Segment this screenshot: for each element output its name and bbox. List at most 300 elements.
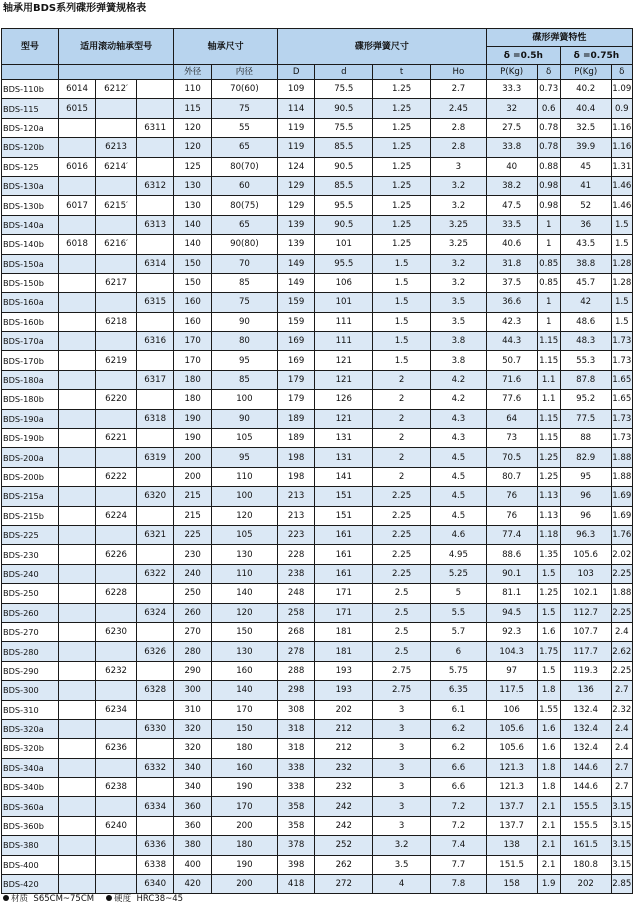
header-bearing-size: 轴承尺寸 [174, 29, 277, 65]
cell-bearing-c: 6326 [136, 642, 174, 661]
cell-d: 75.5 [315, 80, 373, 99]
cell-outer-dia: 160 [174, 293, 212, 312]
cell-bearing-a: 6015 [58, 99, 96, 118]
cell-bearing-a [58, 525, 96, 544]
cell-bearing-a [58, 739, 96, 758]
cell-model: BDS-140a [2, 215, 59, 234]
cell-inner-dia: 170 [211, 700, 277, 719]
cell-delta2: 1.88 [611, 467, 632, 486]
cell-bearing-a [58, 545, 96, 564]
cell-bearing-c: 6311 [136, 118, 174, 137]
cell-bearing-a [58, 564, 96, 583]
cell-delta2: 1.88 [611, 584, 632, 603]
cell-inner-dia: 65 [211, 138, 277, 157]
cell-Ho: 4.95 [431, 545, 487, 564]
cell-t: 3 [373, 739, 431, 758]
cell-P1: 31.8 [486, 254, 537, 273]
cell-Ho: 2.7 [431, 80, 487, 99]
cell-model: BDS-290 [2, 661, 59, 680]
cell-P1: 50.7 [486, 351, 537, 370]
cell-D: 228 [277, 545, 315, 564]
cell-bearing-b: 6221 [96, 429, 137, 448]
cell-delta1: 1 [537, 312, 560, 331]
cell-bearing-b [96, 293, 137, 312]
cell-inner-dia: 55 [211, 118, 277, 137]
cell-delta2: 3.15 [611, 855, 632, 874]
cell-P2: 87.8 [560, 370, 611, 389]
cell-P2: 102.1 [560, 584, 611, 603]
cell-delta2: 2.25 [611, 564, 632, 583]
cell-bearing-b [96, 855, 137, 874]
cell-bearing-c: 6315 [136, 293, 174, 312]
cell-t: 2 [373, 390, 431, 409]
table-row [2, 816, 633, 835]
cell-bearing-a [58, 719, 96, 738]
cell-delta1: 1.13 [537, 487, 560, 506]
cell-model: BDS-130a [2, 176, 59, 195]
cell-inner-dia: 75 [211, 99, 277, 118]
cell-d: 272 [315, 875, 373, 894]
cell-P1: 80.7 [486, 467, 537, 486]
cell-delta1: 1.13 [537, 506, 560, 525]
cell-P1: 73 [486, 429, 537, 448]
cell-outer-dia: 320 [174, 739, 212, 758]
cell-P2: 112.7 [560, 603, 611, 622]
material-value: S65CM~75CM [33, 894, 95, 904]
cell-outer-dia: 360 [174, 816, 212, 835]
cell-bearing-c: 6324 [136, 603, 174, 622]
cell-D: 114 [277, 99, 315, 118]
cell-bearing-c [136, 196, 174, 215]
cell-P1: 76 [486, 487, 537, 506]
cell-D: 378 [277, 836, 315, 855]
cell-P1: 64 [486, 409, 537, 428]
cell-Ho: 7.8 [431, 875, 487, 894]
cell-delta1: 1.15 [537, 429, 560, 448]
cell-Ho: 5.5 [431, 603, 487, 622]
cell-delta1: 1.25 [537, 467, 560, 486]
cell-delta2: 2.7 [611, 681, 632, 700]
cell-D: 418 [277, 875, 315, 894]
cell-t: 2.25 [373, 525, 431, 544]
cell-P2: 32.5 [560, 118, 611, 137]
cell-D: 169 [277, 351, 315, 370]
cell-P1: 138 [486, 836, 537, 855]
cell-P2: 155.5 [560, 797, 611, 816]
cell-Ho: 6.1 [431, 700, 487, 719]
cell-D: 308 [277, 700, 315, 719]
cell-P2: 132.4 [560, 719, 611, 738]
table-row [2, 215, 633, 234]
cell-Ho: 4.5 [431, 448, 487, 467]
cell-bearing-b [96, 215, 137, 234]
cell-P2: 144.6 [560, 758, 611, 777]
cell-bearing-c [136, 157, 174, 176]
cell-bearing-a [58, 816, 96, 835]
cell-d: 232 [315, 778, 373, 797]
cell-inner-dia: 100 [211, 487, 277, 506]
cell-Ho: 5.75 [431, 661, 487, 680]
cell-d: 242 [315, 816, 373, 835]
cell-Ho: 3.5 [431, 293, 487, 312]
cell-t: 2.25 [373, 564, 431, 583]
table-row [2, 525, 633, 544]
table-body [2, 80, 633, 894]
cell-bearing-c: 6317 [136, 370, 174, 389]
cell-delta2: 1.5 [611, 215, 632, 234]
cell-D: 398 [277, 855, 315, 874]
cell-delta1: 1.15 [537, 351, 560, 370]
cell-inner-dia: 85 [211, 370, 277, 389]
header-t: t [373, 65, 431, 80]
cell-model: BDS-140b [2, 235, 59, 254]
cell-bearing-c [136, 312, 174, 331]
cell-t: 3 [373, 700, 431, 719]
cell-bearing-b: 6232 [96, 661, 137, 680]
cell-delta2: 2.7 [611, 758, 632, 777]
cell-delta1: 1.18 [537, 525, 560, 544]
cell-model: BDS-380 [2, 836, 59, 855]
cell-P2: 96 [560, 506, 611, 525]
cell-inner-dia: 80 [211, 332, 277, 351]
cell-d: 131 [315, 448, 373, 467]
cell-t: 1.5 [373, 273, 431, 292]
cell-delta2: 1.5 [611, 312, 632, 331]
cell-Ho: 3.2 [431, 176, 487, 195]
cell-bearing-b [96, 409, 137, 428]
cell-bearing-a [58, 836, 96, 855]
cell-Ho: 3.2 [431, 273, 487, 292]
cell-P1: 105.6 [486, 719, 537, 738]
cell-t: 2 [373, 409, 431, 428]
cell-bearing-b: 6228 [96, 584, 137, 603]
cell-P1: 106 [486, 700, 537, 719]
cell-P1: 76 [486, 506, 537, 525]
cell-d: 85.5 [315, 176, 373, 195]
cell-delta1: 1.1 [537, 370, 560, 389]
cell-Ho: 6 [431, 642, 487, 661]
table-row [2, 196, 633, 215]
cell-model: BDS-160b [2, 312, 59, 331]
cell-delta1: 0.88 [537, 157, 560, 176]
cell-bearing-b: 6214′ [96, 157, 137, 176]
cell-bearing-a [58, 661, 96, 680]
table-row [2, 506, 633, 525]
cell-model: BDS-190b [2, 429, 59, 448]
cell-model: BDS-190a [2, 409, 59, 428]
cell-outer-dia: 290 [174, 661, 212, 680]
cell-P1: 71.6 [486, 370, 537, 389]
cell-outer-dia: 380 [174, 836, 212, 855]
cell-d: 262 [315, 855, 373, 874]
cell-D: 278 [277, 642, 315, 661]
cell-d: 232 [315, 758, 373, 777]
cell-d: 171 [315, 603, 373, 622]
cell-Ho: 2.8 [431, 138, 487, 157]
cell-outer-dia: 190 [174, 409, 212, 428]
cell-delta1: 1 [537, 235, 560, 254]
cell-delta2: 1.73 [611, 409, 632, 428]
cell-delta2: 3.15 [611, 816, 632, 835]
cell-bearing-a [58, 603, 96, 622]
table-row [2, 157, 633, 176]
cell-bearing-c [136, 99, 174, 118]
cell-bearing-a [58, 390, 96, 409]
cell-inner-dia: 140 [211, 584, 277, 603]
cell-outer-dia: 150 [174, 254, 212, 273]
cell-delta1: 1 [537, 215, 560, 234]
cell-delta2: 1.46 [611, 196, 632, 215]
cell-bearing-b: 6220 [96, 390, 137, 409]
cell-bearing-b: 6218 [96, 312, 137, 331]
cell-P2: 107.7 [560, 622, 611, 641]
cell-bearing-c [136, 273, 174, 292]
cell-D: 124 [277, 157, 315, 176]
cell-bearing-c [136, 429, 174, 448]
cell-delta2: 2.4 [611, 739, 632, 758]
cell-bearing-a [58, 118, 96, 137]
cell-model: BDS-150a [2, 254, 59, 273]
cell-bearing-b [96, 176, 137, 195]
cell-inner-dia: 90 [211, 312, 277, 331]
cell-model: BDS-180a [2, 370, 59, 389]
cell-bearing-a [58, 429, 96, 448]
hardness-label: 硬度 [114, 894, 132, 904]
cell-P2: 41 [560, 176, 611, 195]
cell-d: 151 [315, 506, 373, 525]
cell-outer-dia: 230 [174, 545, 212, 564]
cell-bearing-a [58, 875, 96, 894]
table-row [2, 564, 633, 583]
cell-bearing-b: 6217 [96, 273, 137, 292]
cell-D: 149 [277, 273, 315, 292]
cell-delta2: 2.32 [611, 700, 632, 719]
cell-d: 90.5 [315, 215, 373, 234]
cell-bearing-c: 6330 [136, 719, 174, 738]
cell-P1: 92.3 [486, 622, 537, 641]
cell-D: 139 [277, 235, 315, 254]
cell-outer-dia: 270 [174, 622, 212, 641]
cell-t: 3 [373, 816, 431, 835]
cell-bearing-c [136, 506, 174, 525]
header-delta-075: δ =0.75h [560, 47, 632, 65]
cell-P2: 43.5 [560, 235, 611, 254]
cell-d: 101 [315, 293, 373, 312]
cell-P1: 94.5 [486, 603, 537, 622]
cell-d: 90.5 [315, 99, 373, 118]
table-row [2, 409, 633, 428]
cell-bearing-b [96, 758, 137, 777]
cell-P1: 40.6 [486, 235, 537, 254]
cell-delta2: 1.28 [611, 273, 632, 292]
cell-outer-dia: 120 [174, 118, 212, 137]
cell-d: 171 [315, 584, 373, 603]
cell-Ho: 3.2 [431, 196, 487, 215]
cell-outer-dia: 300 [174, 681, 212, 700]
cell-Ho: 4.3 [431, 429, 487, 448]
cell-model: BDS-120b [2, 138, 59, 157]
cell-t: 2 [373, 467, 431, 486]
cell-delta1: 2.1 [537, 855, 560, 874]
cell-D: 198 [277, 448, 315, 467]
cell-bearing-a [58, 176, 96, 195]
cell-D: 159 [277, 293, 315, 312]
cell-bearing-c [136, 545, 174, 564]
cell-outer-dia: 180 [174, 370, 212, 389]
cell-delta1: 1.6 [537, 622, 560, 641]
cell-inner-dia: 60 [211, 176, 277, 195]
cell-outer-dia: 140 [174, 235, 212, 254]
cell-bearing-c [136, 467, 174, 486]
cell-P2: 136 [560, 681, 611, 700]
cell-delta1: 1.35 [537, 545, 560, 564]
cell-bearing-b [96, 487, 137, 506]
cell-outer-dia: 110 [174, 80, 212, 99]
cell-D: 119 [277, 138, 315, 157]
cell-D: 119 [277, 118, 315, 137]
cell-outer-dia: 250 [174, 584, 212, 603]
cell-P2: 95.2 [560, 390, 611, 409]
cell-model: BDS-270 [2, 622, 59, 641]
cell-P1: 33.5 [486, 215, 537, 234]
cell-model: BDS-400 [2, 855, 59, 874]
cell-bearing-b: 6222 [96, 467, 137, 486]
cell-delta1: 2.1 [537, 797, 560, 816]
cell-t: 2.5 [373, 622, 431, 641]
cell-bearing-a [58, 622, 96, 641]
cell-t: 3 [373, 719, 431, 738]
cell-inner-dia: 110 [211, 467, 277, 486]
cell-P2: 36 [560, 215, 611, 234]
cell-inner-dia: 160 [211, 758, 277, 777]
cell-t: 1.5 [373, 312, 431, 331]
cell-d: 202 [315, 700, 373, 719]
table-row [2, 138, 633, 157]
cell-bearing-c [136, 235, 174, 254]
cell-delta2: 1.5 [611, 293, 632, 312]
cell-inner-dia: 90 [211, 409, 277, 428]
cell-model: BDS-360b [2, 816, 59, 835]
header-model-sub [2, 65, 59, 80]
cell-Ho: 4.5 [431, 467, 487, 486]
cell-bearing-c [136, 138, 174, 157]
cell-bearing-b: 6212′ [96, 80, 137, 99]
cell-Ho: 6.35 [431, 681, 487, 700]
cell-Ho: 3.25 [431, 235, 487, 254]
header-d: d [315, 65, 373, 80]
cell-bearing-c: 6312 [136, 176, 174, 195]
cell-delta2: 1.09 [611, 80, 632, 99]
header-model: 型号 [2, 29, 59, 65]
footer-notes [3, 893, 183, 905]
cell-d: 85.5 [315, 138, 373, 157]
cell-inner-dia: 150 [211, 622, 277, 641]
cell-bearing-b [96, 448, 137, 467]
cell-outer-dia: 240 [174, 564, 212, 583]
cell-delta1: 1.15 [537, 332, 560, 351]
cell-delta1: 1.5 [537, 564, 560, 583]
cell-inner-dia: 85 [211, 273, 277, 292]
cell-outer-dia: 130 [174, 196, 212, 215]
cell-D: 179 [277, 370, 315, 389]
table-row [2, 584, 633, 603]
cell-model: BDS-180b [2, 390, 59, 409]
cell-d: 121 [315, 351, 373, 370]
cell-d: 212 [315, 739, 373, 758]
cell-outer-dia: 360 [174, 797, 212, 816]
cell-P1: 137.7 [486, 816, 537, 835]
header-bearing-model: 适用滚动轴承型号 [58, 29, 174, 65]
cell-inner-dia: 200 [211, 816, 277, 835]
cell-model: BDS-115 [2, 99, 59, 118]
page-title: 轴承用BDS系列碟形弹簧规格表 [3, 3, 147, 14]
cell-model: BDS-340a [2, 758, 59, 777]
cell-D: 248 [277, 584, 315, 603]
cell-model: BDS-260 [2, 603, 59, 622]
cell-bearing-c: 6313 [136, 215, 174, 234]
cell-d: 151 [315, 487, 373, 506]
cell-P1: 70.5 [486, 448, 537, 467]
cell-P2: 40.2 [560, 80, 611, 99]
cell-bearing-b: 6234 [96, 700, 137, 719]
cell-P1: 42.3 [486, 312, 537, 331]
cell-Ho: 5.25 [431, 564, 487, 583]
cell-bearing-a [58, 293, 96, 312]
cell-d: 101 [315, 235, 373, 254]
cell-D: 238 [277, 564, 315, 583]
cell-bearing-b: 6226 [96, 545, 137, 564]
cell-delta1: 1.75 [537, 642, 560, 661]
cell-model: BDS-360a [2, 797, 59, 816]
cell-t: 2.5 [373, 642, 431, 661]
cell-P2: 132.4 [560, 739, 611, 758]
cell-bearing-c [136, 390, 174, 409]
table-row [2, 293, 633, 312]
cell-t: 1.25 [373, 235, 431, 254]
cell-d: 90.5 [315, 157, 373, 176]
cell-Ho: 3 [431, 157, 487, 176]
table-row [2, 80, 633, 99]
cell-bearing-c: 6320 [136, 487, 174, 506]
cell-P1: 121.3 [486, 758, 537, 777]
cell-D: 129 [277, 196, 315, 215]
cell-d: 161 [315, 564, 373, 583]
cell-d: 161 [315, 545, 373, 564]
cell-delta2: 1.69 [611, 506, 632, 525]
cell-Ho: 3.25 [431, 215, 487, 234]
cell-outer-dia: 420 [174, 875, 212, 894]
cell-inner-dia: 95 [211, 448, 277, 467]
cell-model: BDS-240 [2, 564, 59, 583]
table-row [2, 467, 633, 486]
cell-P1: 137.7 [486, 797, 537, 816]
cell-Ho: 7.2 [431, 816, 487, 835]
header-D: D [277, 65, 315, 80]
cell-P2: 155.5 [560, 816, 611, 835]
cell-delta2: 1.28 [611, 254, 632, 273]
cell-d: 111 [315, 332, 373, 351]
cell-bearing-a [58, 778, 96, 797]
cell-P2: 52 [560, 196, 611, 215]
cell-bearing-b: 6224 [96, 506, 137, 525]
cell-d: 252 [315, 836, 373, 855]
cell-Ho: 3.8 [431, 351, 487, 370]
cell-delta2: 1.16 [611, 138, 632, 157]
cell-d: 111 [315, 312, 373, 331]
cell-bearing-a [58, 700, 96, 719]
cell-bearing-b [96, 719, 137, 738]
cell-delta2: 1.88 [611, 448, 632, 467]
